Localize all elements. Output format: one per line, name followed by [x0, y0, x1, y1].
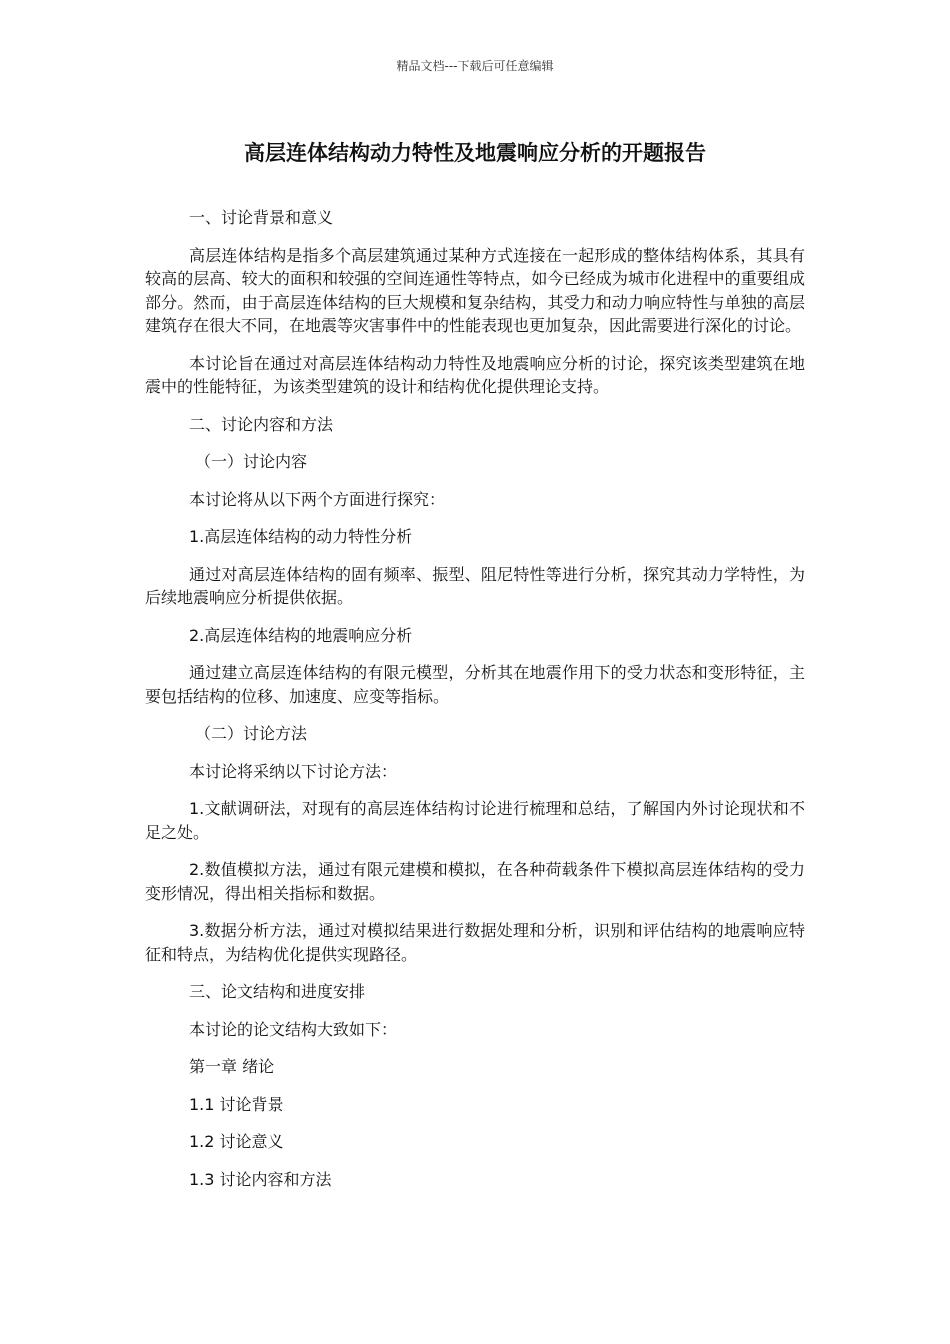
section-heading: 一、讨论背景和意义	[189, 208, 334, 227]
section-heading: 三、论文结构和进度安排	[189, 982, 366, 1001]
document-body	[145, 206, 805, 1205]
paragraph: 本讨论的论文结构大致如下：	[189, 1019, 398, 1039]
paragraph: 通过建立高层连体结构的有限元模型，分析其在地震作用下的受力状态和变形特征，主要包括结构的位移、加速度、应变等指标。	[145, 663, 805, 706]
toc-item: 1.1 讨论背景	[189, 1094, 284, 1114]
toc-item: 1.2 讨论意义	[189, 1132, 284, 1151]
list-item: 2.数值模拟方法，通过有限元建模和模拟，在各种荷载条件下模拟高层连体结构的受力变形情况，得出相关指标和数据。	[145, 860, 805, 903]
list-item: 1.文献调研法，对现有的高层连体结构讨论进行梳理和总结，了解国内外讨论现状和不足之处。	[145, 799, 805, 842]
toc-item: 1.3 讨论内容和方法	[189, 1169, 332, 1189]
list-item: 3.数据分析方法，通过对模拟结果进行数据处理和分析，识别和评估结构的地震响应特征和特点，为结构优化提供实现路径。	[145, 921, 805, 964]
list-heading: 1.高层连体结构的动力特性分析	[189, 527, 413, 546]
paragraph: 本讨论将采纳以下讨论方法：	[189, 761, 398, 781]
paragraph: 本讨论旨在通过对高层连体结构动力特性及地震响应分析的讨论，探究该类型建筑在地震中的性能特征，为该类型建筑的设计和结构优化提供理论支持。	[145, 353, 805, 396]
paragraph: 高层连体结构是指多个高层建筑通过某种方式连接在一起形成的整体结构体系，其具有较高的层高、较大的面积和较强的空间连通性等特点，如今已经成为城市化进程中的重要组成部分。然而，由于高层连体结构的巨大规模和复杂结构，其受力和动力响应特性与单独的高层建筑存在很大不同，在地震等灾害事件中的性能表现也更加复杂，因此需要进行深化的讨论。	[145, 245, 805, 335]
section-heading: 二、讨论内容和方法	[189, 414, 334, 434]
page-header: 精品文档---下载后可任意编辑	[396, 59, 554, 73]
paragraph: 本讨论将从以下两个方面进行探究：	[189, 489, 446, 509]
chapter-heading: 第一章 绪论	[189, 1057, 275, 1076]
subsection-heading: （二）讨论方法	[195, 724, 308, 743]
paragraph: 通过对高层连体结构的固有频率、振型、阻尼特性等进行分析，探究其动力学特性，为后续地震响应分析提供依据。	[145, 564, 805, 607]
document-title: 高层连体结构动力特性及地震响应分析的开题报告	[244, 141, 706, 165]
subsection-heading: （一）讨论内容	[195, 452, 308, 471]
list-heading: 2.高层连体结构的地震响应分析	[189, 625, 413, 645]
